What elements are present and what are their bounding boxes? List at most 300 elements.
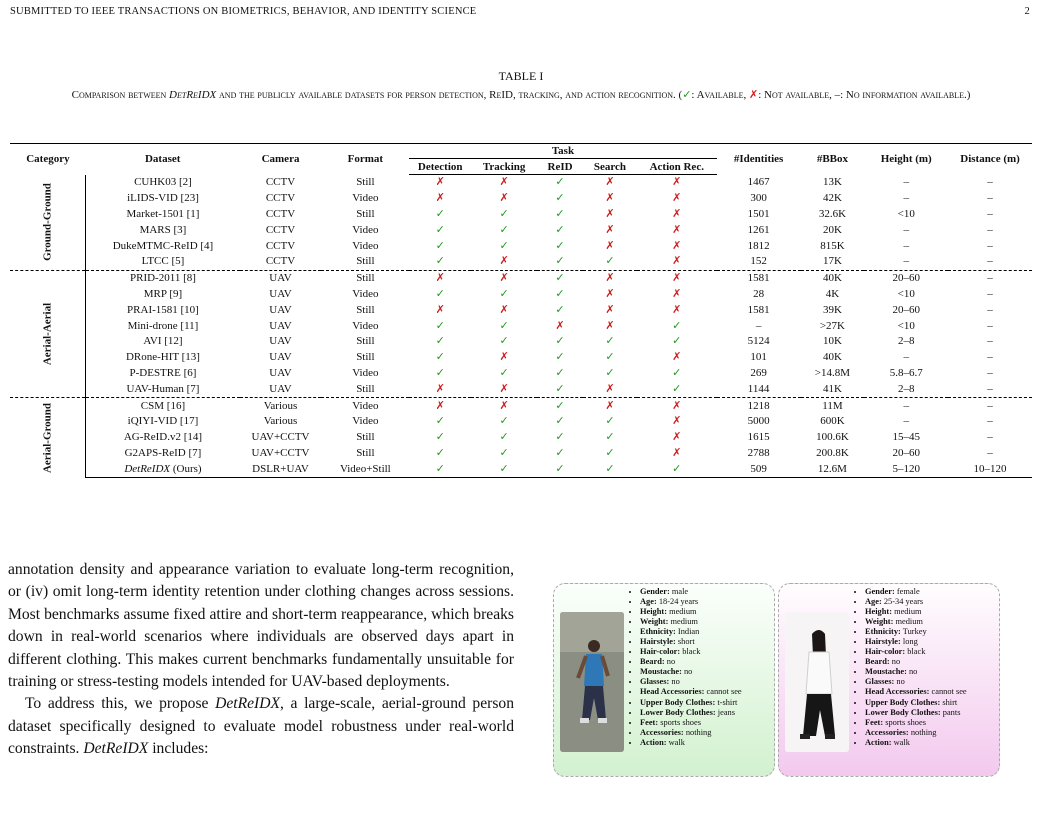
check-icon: ✓ — [555, 287, 565, 300]
col-identities: #Identities — [717, 144, 801, 175]
distance-cell: – — [987, 255, 993, 268]
height-cell: – — [903, 223, 909, 236]
attribute-value: no — [891, 657, 901, 667]
camera-cell: Various — [263, 415, 298, 428]
distance-cell: – — [987, 366, 993, 379]
bbox-cell: 40K — [801, 270, 865, 286]
bbox-cell: 11M — [801, 398, 865, 414]
attribute-item — [865, 677, 967, 687]
attribute-key: Lower Body Clothes: — [640, 707, 716, 717]
check-icon: ✓ — [637, 461, 717, 477]
dataset-cell: MRP [9] — [143, 287, 183, 300]
attribute-key: Weight: — [640, 617, 669, 627]
cross-icon: ✗ — [605, 382, 615, 395]
camera-cell: UAV — [269, 287, 292, 300]
table-row — [10, 254, 1032, 270]
camera-cell: UAV — [269, 303, 292, 316]
table-row — [10, 287, 1032, 303]
cross-icon: ✗ — [605, 239, 615, 252]
bbox-cell: 200.8K — [816, 446, 849, 459]
height-cell: <10 — [897, 287, 915, 300]
attribute-value: short — [677, 637, 695, 647]
check-icon: ✓ — [499, 446, 509, 459]
camera-cell: UAV — [269, 366, 292, 379]
height-cell: – — [903, 255, 909, 268]
dataset-cell: AVI [12] — [143, 335, 183, 348]
text: includes: — [148, 740, 209, 758]
category-label: Aerial-Aerial — [41, 302, 54, 366]
caption-text: : Not available, –: No information available.) — [758, 89, 971, 101]
camera-cell: DSLR+UAV — [240, 461, 322, 477]
dataset-cell: DRone-HIT [13] — [125, 351, 200, 364]
format-cell: Still — [356, 335, 375, 348]
attribute-item — [865, 708, 967, 718]
attribute-value: no — [908, 667, 918, 677]
cross-icon: ✗ — [749, 89, 759, 101]
attribute-item — [865, 728, 967, 738]
attribute-value: t-shirt — [717, 697, 738, 707]
attribute-value: long — [902, 637, 918, 647]
camera-cell: UAV+CCTV — [251, 431, 310, 444]
check-icon: ✓ — [555, 335, 565, 348]
identities-cell: 1218 — [717, 398, 801, 414]
attribute-item — [640, 677, 742, 687]
dataset-cell: AG-ReID.v2 [14] — [123, 431, 203, 444]
attribute-key: Hair-color: — [640, 647, 681, 657]
format-cell: Still — [321, 270, 409, 286]
attribute-key: Age: — [865, 597, 882, 607]
cross-icon: ✗ — [672, 176, 682, 189]
attribute-value: pants — [942, 707, 961, 717]
attribute-value: nothing — [685, 727, 712, 737]
identities-cell: 101 — [750, 351, 767, 364]
identities-cell: 152 — [750, 255, 767, 268]
identities-cell: 1501 — [747, 207, 770, 220]
attribute-key: Head Accessories: — [640, 687, 705, 697]
attribute-value: female — [896, 587, 920, 596]
attribute-key: Accessories: — [640, 727, 684, 737]
dataset-cell: MARS [3] — [139, 223, 187, 236]
attribute-item — [865, 687, 967, 697]
attribute-value: Turkey — [902, 627, 927, 637]
cross-icon: ✗ — [409, 398, 471, 414]
attribute-item — [865, 617, 967, 627]
check-icon: ✓ — [435, 431, 445, 444]
cross-icon: ✗ — [637, 398, 717, 414]
col-tracking: Tracking — [471, 159, 537, 175]
table-row — [10, 318, 1032, 334]
cross-icon: ✗ — [499, 382, 509, 395]
attribute-item — [640, 667, 742, 677]
check-icon: ✓ — [435, 319, 445, 332]
attribute-value: no — [666, 657, 676, 667]
category-label: Ground-Ground — [41, 183, 54, 262]
check-icon: ✓ — [499, 319, 509, 332]
attribute-item — [865, 597, 967, 607]
cross-icon: ✗ — [605, 207, 615, 220]
cross-icon: ✗ — [499, 192, 509, 205]
identities-cell: 5124 — [747, 335, 770, 348]
check-icon: ✓ — [555, 223, 565, 236]
camera-cell: CCTV — [265, 176, 296, 189]
col-distance: Distance (m) — [948, 144, 1032, 175]
attribute-item — [865, 738, 967, 748]
check-icon: ✓ — [435, 335, 445, 348]
paragraph: annotation density and appearance variation to evaluate long-term recognition, or (iv) omit long-term identity retention under clothing changes across sessions. Most benchmarks assume fixed attire and short-term reappearance, which breaks down in real-world scenarios where individuals are observed days apart in different clothing. This makes current benchmarks fundamentally unsuitable for training or stress-testing models intended for UAV-based deployments. — [8, 561, 514, 691]
caption-text: and the publicly available datasets for person detection, ReID, tracking, and action recognition. ( — [216, 89, 683, 101]
dataset-cell: PRID-2011 [8] — [86, 270, 240, 286]
dataset-cell: PRAI-1581 [10] — [127, 303, 199, 316]
distance-cell: – — [987, 415, 993, 428]
attribute-key: Accessories: — [865, 727, 909, 737]
check-icon: ✓ — [435, 239, 445, 252]
attribute-key: Age: — [640, 597, 657, 607]
height-cell: 15–45 — [892, 431, 920, 444]
dataset-name: DetReIDX — [83, 740, 149, 758]
caption-dataset-name: DetReIDX — [169, 89, 217, 101]
format-cell: Video — [352, 287, 379, 300]
cross-icon: ✗ — [499, 303, 509, 316]
height-cell: 5–120 — [864, 461, 948, 477]
attribute-item — [640, 738, 742, 748]
check-icon: ✓ — [605, 415, 615, 428]
cross-icon: ✗ — [605, 319, 615, 332]
cross-icon: ✗ — [435, 176, 445, 189]
height-cell: – — [903, 176, 909, 189]
distance-cell: – — [987, 351, 993, 364]
identities-cell: 269 — [750, 366, 767, 379]
attribute-value: no — [683, 667, 693, 677]
table-row — [10, 414, 1032, 430]
attribute-item — [865, 698, 967, 708]
cross-icon: ✗ — [409, 270, 471, 286]
attribute-key: Upper Body Clothes: — [865, 697, 941, 707]
attribute-key: Weight: — [865, 617, 894, 627]
cross-icon: ✗ — [471, 270, 537, 286]
camera-cell: UAV — [269, 335, 292, 348]
table-row — [10, 175, 1032, 191]
bbox-cell: 17K — [822, 255, 842, 268]
bbox-cell: 20K — [822, 223, 842, 236]
format-cell: Video — [352, 366, 379, 379]
page-number: 2 — [1024, 6, 1030, 17]
attribute-item — [640, 718, 742, 728]
identities-cell: 1581 — [717, 270, 801, 286]
identities-cell: – — [755, 319, 762, 332]
attribute-value: cannot see — [931, 687, 967, 697]
table-row — [10, 350, 1032, 366]
identities-cell: 1261 — [747, 223, 770, 236]
attribute-key: Hairstyle: — [865, 637, 901, 647]
bbox-cell: 32.6K — [818, 207, 847, 220]
distance-cell: – — [987, 192, 993, 205]
check-icon: ✓ — [499, 415, 509, 428]
check-icon: ✓ — [672, 366, 682, 379]
check-icon: ✓ — [537, 461, 583, 477]
check-icon: ✓ — [682, 89, 692, 101]
col-category: Category — [10, 144, 86, 175]
camera-cell: UAV — [240, 270, 322, 286]
comparison-table — [10, 143, 1032, 478]
col-task: Task — [409, 144, 716, 159]
check-icon: ✓ — [435, 255, 445, 268]
attribute-key: Height: — [640, 607, 667, 617]
attribute-item — [640, 687, 742, 697]
cross-icon: ✗ — [672, 446, 682, 459]
attribute-value: nothing — [910, 727, 937, 737]
cross-icon: ✗ — [672, 431, 682, 444]
cross-icon: ✗ — [605, 192, 615, 205]
height-cell: 5.8–6.7 — [889, 366, 923, 379]
distance-cell: – — [987, 176, 993, 189]
dataset-cell: iLIDS-VID [23] — [127, 192, 199, 205]
attribute-item — [865, 657, 967, 667]
check-icon: ✓ — [605, 446, 615, 459]
attribute-item — [640, 617, 742, 627]
attribute-item — [865, 627, 967, 637]
table-row — [10, 446, 1032, 462]
table-row — [10, 381, 1032, 397]
check-icon: ✓ — [435, 351, 445, 364]
identities-cell: 5000 — [747, 415, 770, 428]
attribute-value: black — [907, 647, 926, 657]
camera-cell: CCTV — [265, 223, 296, 236]
check-icon: ✓ — [605, 431, 615, 444]
check-icon: ✓ — [499, 366, 509, 379]
check-icon: ✓ — [605, 335, 615, 348]
format-cell: Video+Still — [321, 461, 409, 477]
attribute-key: Head Accessories: — [865, 687, 930, 697]
format-cell: Still — [356, 176, 375, 189]
distance-cell: – — [987, 319, 993, 332]
dataset-cell: Market-1501 [1] — [126, 207, 200, 220]
distance-cell: – — [987, 335, 993, 348]
cross-icon: ✗ — [583, 398, 637, 414]
bbox-cell: 10K — [822, 335, 842, 348]
attribute-item — [865, 637, 967, 647]
attribute-value: 18-24 years — [658, 597, 699, 607]
attribute-value: medium — [669, 607, 697, 617]
attribute-item — [640, 587, 742, 597]
distance-cell: – — [987, 303, 993, 316]
attribute-key: Gender: — [865, 587, 895, 596]
col-format: Format — [321, 144, 409, 175]
check-icon: ✓ — [537, 398, 583, 414]
attribute-value: black — [682, 647, 701, 657]
height-cell: – — [903, 351, 909, 364]
attribute-item — [640, 607, 742, 617]
attribute-value: Indian — [677, 627, 700, 637]
dataset-cell: Mini-drone [11] — [127, 319, 199, 332]
identities-cell: 1812 — [747, 239, 770, 252]
check-icon: ✓ — [672, 382, 682, 395]
attribute-item — [865, 718, 967, 728]
check-icon: ✓ — [435, 415, 445, 428]
table-label: TABLE I — [498, 69, 544, 83]
dataset-cell: LTCC [5] — [141, 255, 185, 268]
distance-cell: 10–120 — [948, 461, 1032, 477]
category-cell — [10, 175, 86, 271]
identities-cell: 1144 — [747, 382, 770, 395]
check-icon: ✓ — [583, 461, 637, 477]
attribute-key: Action: — [865, 737, 892, 747]
format-cell: Video — [352, 192, 379, 205]
check-icon: ✓ — [555, 382, 565, 395]
attribute-value: cannot see — [706, 687, 742, 697]
person-image — [785, 612, 849, 752]
table-row — [10, 238, 1032, 254]
cross-icon: ✗ — [672, 351, 682, 364]
cross-icon: ✗ — [499, 255, 509, 268]
table-row — [10, 366, 1032, 382]
col-reid: ReID — [537, 159, 583, 175]
bbox-cell: 41K — [822, 382, 842, 395]
caption-text: : Available, — [691, 89, 750, 101]
table-row — [10, 430, 1032, 446]
table-caption — [8, 88, 1034, 103]
cross-icon: ✗ — [672, 223, 682, 236]
attribute-list — [853, 587, 967, 748]
person-image — [560, 612, 624, 752]
attribute-key: Beard: — [865, 657, 890, 667]
attribute-value: sports shoes — [660, 717, 701, 727]
category-cell — [10, 270, 86, 397]
dataset-cell — [86, 461, 240, 477]
table-row — [10, 461, 1032, 477]
cross-icon: ✗ — [435, 192, 445, 205]
attribute-item — [640, 597, 742, 607]
height-cell: – — [903, 239, 909, 252]
cross-icon: ✗ — [672, 239, 682, 252]
attribute-item — [640, 637, 742, 647]
identities-cell: 300 — [750, 192, 767, 205]
check-icon: ✓ — [499, 207, 509, 220]
cross-icon: ✗ — [555, 319, 565, 332]
attribute-key: Ethnicity: — [640, 627, 676, 637]
attribute-key: Lower Body Clothes: — [865, 707, 941, 717]
walking-person-illustration — [560, 612, 624, 752]
cross-icon: ✗ — [605, 223, 615, 236]
cross-icon: ✗ — [499, 176, 509, 189]
attribute-value: male — [671, 587, 689, 596]
identities-cell: 1467 — [747, 176, 770, 189]
distance-cell: – — [948, 398, 1032, 414]
height-cell: 2–8 — [897, 335, 915, 348]
camera-cell: CCTV — [265, 192, 296, 205]
format-cell: Still — [356, 255, 375, 268]
attribute-value: walk — [668, 737, 685, 747]
format-cell: Still — [356, 431, 375, 444]
attribute-key: Height: — [865, 607, 892, 617]
attribute-value: medium — [895, 617, 923, 627]
cross-icon: ✗ — [435, 303, 445, 316]
attribute-key: Action: — [640, 737, 667, 747]
attribute-value: shirt — [942, 697, 958, 707]
attribute-list — [628, 587, 742, 748]
col-detection: Detection — [409, 159, 471, 175]
check-icon: ✓ — [555, 255, 565, 268]
distance-cell: – — [987, 287, 993, 300]
cross-icon: ✗ — [672, 192, 682, 205]
identities-cell: 1581 — [747, 303, 770, 316]
cross-icon: ✗ — [672, 255, 682, 268]
bbox-cell: 4K — [825, 287, 840, 300]
check-icon: ✓ — [435, 223, 445, 236]
format-cell: Still — [356, 351, 375, 364]
height-cell: – — [903, 415, 909, 428]
table-body — [10, 175, 1032, 478]
cross-icon: ✗ — [605, 287, 615, 300]
camera-cell: UAV — [269, 382, 292, 395]
attribute-value: no — [896, 677, 905, 687]
attribute-item — [640, 708, 742, 718]
check-icon: ✓ — [435, 366, 445, 379]
height-cell: <10 — [897, 319, 915, 332]
attribute-value: medium — [894, 607, 922, 617]
walking-person-illustration — [785, 612, 849, 752]
check-icon: ✓ — [555, 303, 565, 316]
identities-cell: 28 — [753, 287, 765, 300]
col-height: Height (m) — [864, 144, 948, 175]
dataset-cell: CSM [16] — [86, 398, 240, 414]
distance-cell: – — [987, 446, 993, 459]
height-cell: – — [864, 398, 948, 414]
attribute-value: walk — [893, 737, 910, 747]
dataset-cell: iQIYI-VID [17] — [127, 415, 199, 428]
format-cell: Video — [321, 398, 409, 414]
col-search: Search — [583, 159, 637, 175]
bbox-cell: 100.6K — [816, 431, 849, 444]
attribute-key: Feet: — [865, 717, 884, 727]
attribute-key: Hair-color: — [865, 647, 906, 657]
bbox-cell: 39K — [822, 303, 842, 316]
height-cell: – — [903, 192, 909, 205]
caption-text: Comparison between — [71, 89, 170, 101]
bbox-cell: >27K — [819, 319, 845, 332]
check-icon: ✓ — [499, 287, 509, 300]
category-cell — [10, 398, 86, 478]
camera-cell: CCTV — [265, 255, 296, 268]
check-icon: ✓ — [435, 207, 445, 220]
format-cell: Video — [352, 415, 379, 428]
bbox-cell: 42K — [822, 192, 842, 205]
table-row — [10, 191, 1032, 207]
check-icon: ✓ — [499, 335, 509, 348]
attribute-item — [865, 607, 967, 617]
identities-cell: 2788 — [747, 446, 770, 459]
check-icon: ✓ — [409, 461, 471, 477]
paragraph — [8, 693, 514, 760]
text: , a large-scale, aerial-ground person dataset specifically designed to evaluate model robustness under real-world constraints. — [8, 695, 514, 758]
annotation-example-male — [553, 583, 775, 777]
attribute-item — [640, 698, 742, 708]
check-icon: ✓ — [555, 446, 565, 459]
attribute-value: 25-34 years — [883, 597, 924, 607]
table-row — [10, 222, 1032, 238]
table-row — [10, 207, 1032, 223]
dataset-name: DetReIDX — [124, 462, 171, 475]
height-cell: 2–8 — [897, 382, 915, 395]
table-row — [10, 334, 1032, 350]
attribute-value: medium — [670, 617, 698, 627]
check-icon: ✓ — [555, 176, 565, 189]
check-icon: ✓ — [537, 270, 583, 286]
dataset-name: DetReIDX — [215, 695, 281, 713]
cross-icon: ✗ — [583, 270, 637, 286]
check-icon: ✓ — [499, 239, 509, 252]
check-icon: ✓ — [555, 431, 565, 444]
check-icon: ✓ — [672, 319, 682, 332]
